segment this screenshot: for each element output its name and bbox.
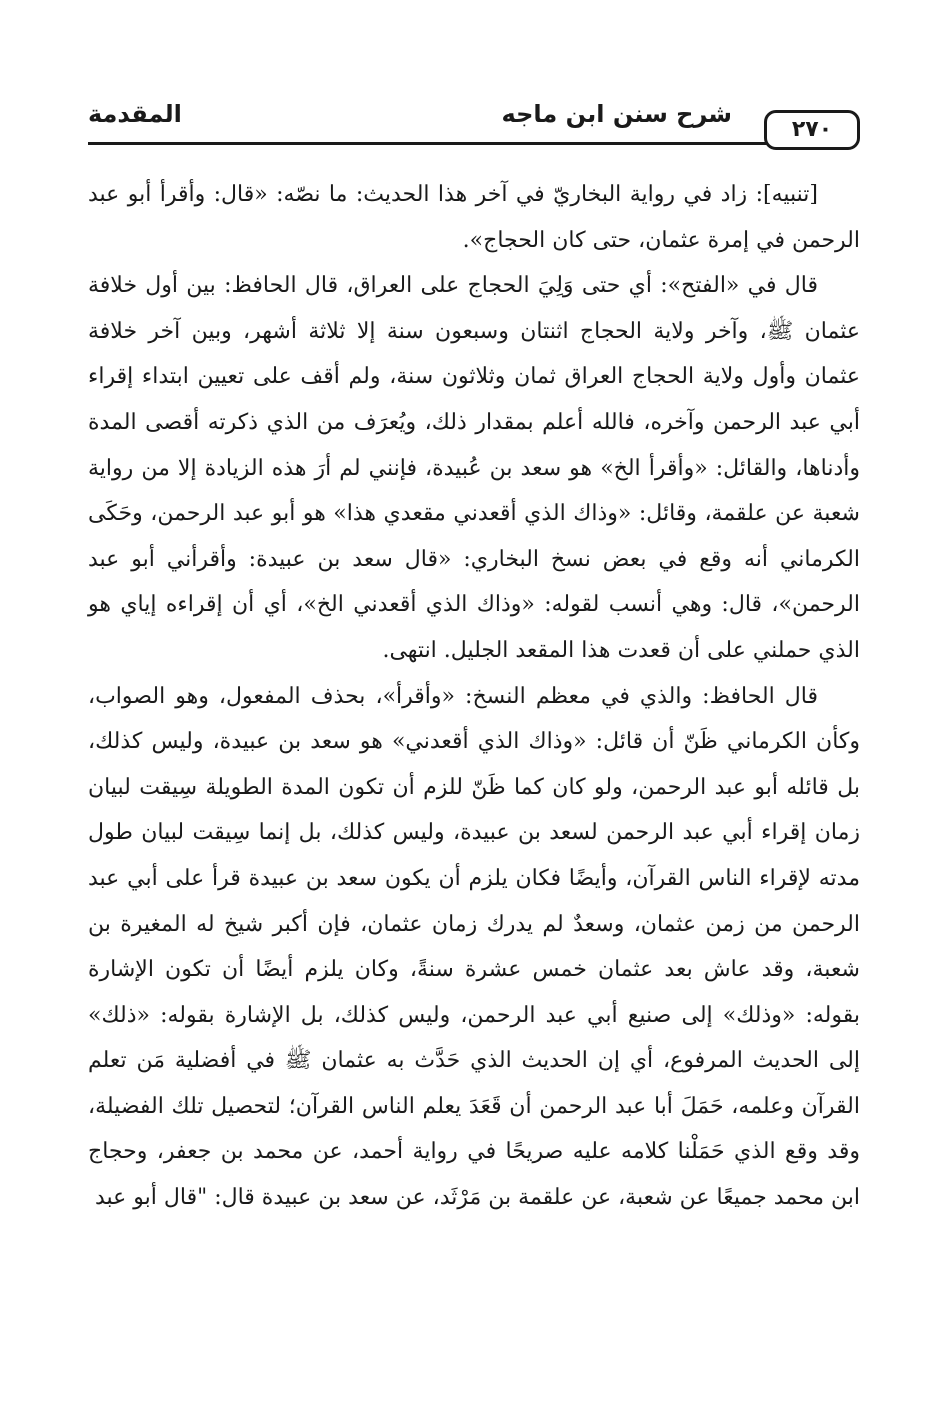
paragraph-hafiz: قال الحافظ: والذي في معظم النسخ: «وأقرأ»، بحذف المفعول، وهو الصواب، وكأن الكرماني ظَنّ أن قائل: «وذاك الذي أقعدني» هو سعد بن عبيدة، وليس كذلك، بل قائله أبو عبد الرحمن، ولو كان كما ظَنّ للزم أن تكون المدة الطويلة سِيقت لبيان زمان إقراء أبي عبد الرحمن لسعد بن عبيدة، وليس كذلك، بل إنما سِيقت لبيان طول مدته لإقراء الناس القرآن، وأيضًا فكان يلزم أن يكون سعد بن عبيدة قرأ على أبي عبد الرحمن من زمن عثمان، وسعدٌ لم يدرك زمان عثمان، فإن أكبر شيخ له المغيرة بن شعبة، وقد عاش بعد عثمان خمس عشرة سنةً، وكان يلزم أيضًا أن تكون الإشارة بقوله: «وذلك» إلى صنيع أبي عبد الرحمن، وليس كذلك، بل الإشارة بقوله: «ذلك» إلى الحديث المرفوع، أي إن الحديث الذي حَدَّث به عثمان ﷺ في أفضلية مَن تعلم القرآن وعلمه، حَمَلَ أبا عبد الرحمن أن قَعَدَ يعلم الناس القرآن؛ لتحصيل تلك الفضيلة، وقد وقع الذي حَمَلْنا كلامه عليه صريحًا في رواية أحمد، عن محمد بن جعفر، وحجاج ابن محمد جميعًا عن شعبة، عن علقمة بن مَرْثَد، عن سعد بن عبيدة قال: "قال أبو عبد [88,683,860,1211]
header-rule [88,142,770,145]
book-title: شرح سنن ابن ماجه [501,100,732,128]
page-header [88,96,860,146]
document-page [88,96,860,1376]
body-text [88,172,860,1221]
paragraph-tanbih: [تنبيه]: زاد في رواية البخاريّ في آخر هذا الحديث: ما نصّه: «قال: وأقرأ أبو عبد الرحمن في إمرة عثمان، حتى كان الحجاج». [88,182,860,253]
paragraph-fath: قال في «الفتح»: أي حتى وَلِيَ الحجاج على العراق، قال الحافظ: بين أول خلافة عثمان ﷺ، وآخر ولاية الحجاج اثنتان وسبعون سنة إلا ثلاثة أشهر، وبين آخر خلافة عثمان وأول ولاية الحجاج العراق ثمان وثلاثون سنة، ولم أقف على تعيين ابتداء إقراء أبي عبد الرحمن وآخره، فالله أعلم بمقدار ذلك، ويُعرَف من الذي ذكرته أقصى المدة وأدناها، والقائل: «وأقرأ الخ» هو سعد بن عُبيدة، فإنني لم أرَ هذه الزيادة إلا من رواية شعبة عن علقمة، وقائل: «وذاك الذي أقعدني مقعدي هذا» هو أبو عبد الرحمن، وحَكَى الكرماني أنه وقع في بعض نسخ البخاري: «قال سعد بن عبيدة: وأقرأني أبو عبد الرحمن»، قال: وهي أنسب لقوله: «وذاك الذي أقعدني الخ»، أي أن إقراءه إياي هو الذي حملني على أن قعدت هذا المقعد الجليل. انتهى. [88,273,860,663]
page-number: ٢٧٠ [764,110,860,150]
section-title: المقدمة [88,100,182,128]
